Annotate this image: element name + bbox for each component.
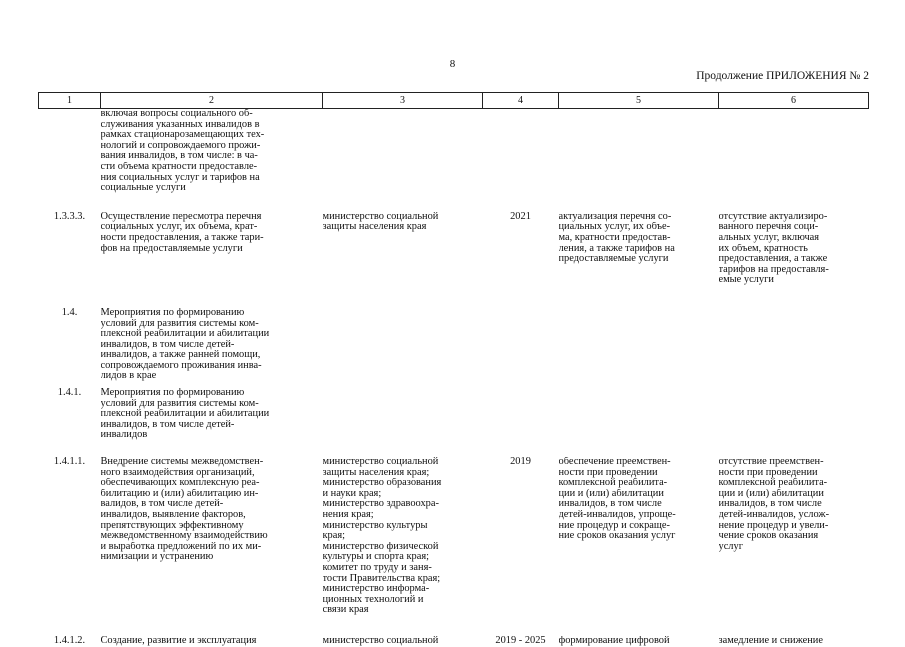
responsible-executor-line: министерство информа- — [322, 584, 430, 595]
measure-description — [101, 616, 323, 647]
row-number: 1.4.1.2. — [53, 634, 86, 646]
measure-description — [101, 286, 323, 382]
non-implementation-consequence — [719, 616, 869, 647]
implementation-period: 2019 - 2025 — [495, 634, 546, 646]
continuation-label: Продолжение ПРИЛОЖЕНИЯ № 2 — [696, 70, 869, 82]
non-implementation-consequence — [719, 109, 869, 194]
implementation-period — [483, 109, 559, 194]
table-body — [39, 109, 869, 647]
implementation-period: 2021 — [510, 210, 531, 222]
non-implementation-consequence-line: предоставления, а также — [718, 254, 828, 265]
non-implementation-consequence-line: их объем, кратность — [718, 243, 808, 254]
non-implementation-consequence-line: детей-инвалидов, услож- — [718, 510, 830, 520]
measure-description-line: социальные услуги — [100, 183, 186, 194]
responsible-executor-line: защиты населения края; — [322, 467, 430, 478]
responsible-executor-line: министерство физической — [322, 541, 439, 552]
expected-result-line: инвалидов, в том числе — [558, 499, 662, 510]
row-number — [39, 109, 101, 194]
responsible-executor-line: министерство здравоохра- — [322, 499, 439, 510]
measure-description-line: плексной реабилитации и абилитации — [100, 329, 270, 340]
measure-description-line: Мероприятия по формированию — [100, 307, 245, 318]
measure-description-line: Мероприятия по формированию — [100, 388, 245, 399]
non-implementation-consequence-line: альных услуг, включая — [718, 232, 820, 243]
column-header-5: 5 — [559, 93, 719, 109]
non-implementation-consequence-line: замедление и снижение — [718, 635, 823, 646]
measures-table — [38, 92, 869, 647]
expected-result-line: формирование цифровой — [558, 635, 670, 646]
non-implementation-consequence-line: ции и (или) абилитации — [718, 488, 824, 499]
page-number: 8 — [449, 58, 456, 70]
non-implementation-consequence-line: тарифов на предоставля- — [718, 264, 829, 275]
responsible-executor-line: ционных технологий и — [322, 594, 424, 605]
responsible-executor-line: министерство социальной — [322, 211, 439, 222]
expected-result-line: обеспечение преемствен- — [558, 457, 671, 468]
non-implementation-consequence-line: ванного перечня соци- — [718, 222, 819, 233]
expected-result-line: циальных услуг, их объе- — [558, 222, 671, 233]
measure-description-line: служивания указанных инвалидов в — [100, 119, 260, 130]
non-implementation-consequence-line: ности при проведении — [718, 467, 818, 478]
expected-result-line: ции и (или) абилитации — [558, 488, 664, 499]
responsible-executor-line: края; — [322, 531, 346, 542]
responsible-executor-line: министерство социальной — [322, 635, 439, 646]
measure-description — [101, 109, 323, 194]
non-implementation-consequence-line: чение сроков оказания — [718, 531, 819, 542]
responsible-executor-line: нения края; — [322, 510, 374, 520]
row-number: 1.4.1.1. — [53, 456, 86, 468]
measure-description — [101, 441, 323, 616]
measure-description-line: инвалидов, в том числе детей- — [100, 419, 235, 430]
non-implementation-consequence — [719, 286, 869, 382]
responsible-executor — [323, 616, 483, 647]
responsible-executor — [323, 382, 483, 441]
expected-result-line: ма, кратности предостав- — [558, 232, 671, 243]
measure-description-line: ния социальных услуг и тарифов на — [100, 172, 260, 183]
expected-result-line: ние сроков оказания услуг — [558, 531, 676, 542]
measure-description-line: инвалидов — [100, 430, 148, 441]
non-implementation-consequence-line: услуг — [718, 541, 743, 552]
table-row — [39, 616, 869, 647]
non-implementation-consequence — [719, 194, 869, 286]
expected-result-line: актуализация перечня со- — [558, 211, 672, 222]
responsible-executor-line: и науки края; — [322, 488, 382, 499]
measure-description-line: фов на предоставляемые услуги — [100, 243, 243, 254]
expected-result — [559, 194, 719, 286]
measure-description-line: сопровождаемого проживания инва- — [100, 360, 262, 371]
non-implementation-consequence-line: нение процедур и увели- — [718, 520, 829, 531]
row-number: 1.4.1. — [57, 387, 82, 399]
column-header-3: 3 — [323, 93, 483, 109]
expected-result-line: ние процедур и сокраще- — [558, 520, 670, 531]
non-implementation-consequence-line: емые услуги — [718, 275, 774, 286]
responsible-executor-line: министерство образования — [322, 478, 442, 489]
measure-description-line: межведомственному взаимодействию — [100, 531, 268, 542]
expected-result-line: предоставляемые услуги — [558, 254, 669, 265]
row-number: 1.4. — [61, 306, 78, 318]
column-header-2: 2 — [101, 93, 323, 109]
responsible-executor-line: защиты населения края — [322, 222, 427, 233]
expected-result — [559, 286, 719, 382]
measure-description-line: Осуществление пересмотра перечня — [100, 211, 262, 222]
responsible-executor — [323, 286, 483, 382]
table-row — [39, 194, 869, 286]
responsible-executor-line: министерство культуры — [322, 520, 428, 531]
implementation-period — [483, 286, 559, 382]
measure-description-line: нимизации и устранению — [100, 552, 214, 563]
measure-description-line: ности предоставления, а также тари- — [100, 232, 264, 243]
measure-description-line: включая вопросы социального об- — [100, 109, 253, 119]
measure-description-line: препятствующих эффективному — [100, 520, 244, 531]
expected-result — [559, 382, 719, 441]
non-implementation-consequence — [719, 441, 869, 616]
expected-result-line: ности при проведении — [558, 467, 658, 478]
non-implementation-consequence-line: инвалидов, в том числе — [718, 499, 822, 510]
row-number: 1.3.3.3. — [53, 210, 86, 222]
non-implementation-consequence-line: отсутствие преемствен- — [718, 457, 824, 468]
table-row — [39, 382, 869, 441]
non-implementation-consequence-line: отсутствие актуализиро- — [718, 211, 828, 222]
measure-description-line: условий для развития системы ком- — [100, 318, 259, 329]
expected-result — [559, 616, 719, 647]
measure-description-line: Внедрение системы межведомствен- — [100, 457, 264, 468]
measure-description-line: вания инвалидов, в том числе: в ча- — [100, 151, 258, 162]
table-row — [39, 109, 869, 194]
responsible-executor — [323, 194, 483, 286]
column-header-6: 6 — [719, 93, 869, 109]
column-header-4: 4 — [483, 93, 559, 109]
table-row — [39, 441, 869, 616]
measure-description-line: лидов в крае — [100, 371, 157, 382]
measure-description-line: инвалидов, а также ранней помощи, — [100, 350, 261, 361]
table-header-row — [39, 93, 869, 109]
measure-description-line: плексной реабилитации и абилитации — [100, 409, 270, 420]
measure-description-line: и выработка предложений по их ми- — [100, 541, 262, 552]
measure-description — [101, 194, 323, 286]
expected-result-line: ления, а также тарифов на — [558, 243, 675, 254]
expected-result — [559, 109, 719, 194]
measure-description-line: сти объема кратности предоставле- — [100, 161, 258, 172]
measure-description — [101, 382, 323, 441]
responsible-executor-line: культуры и спорта края; — [322, 552, 430, 563]
measure-description-line: обеспечивающих комплексную реа- — [100, 478, 260, 489]
non-implementation-consequence-line: комплексной реабилита- — [718, 478, 828, 489]
measure-description-line: валидов, в том числе детей- — [100, 499, 224, 510]
measure-description-line: рамках стационарозамещающих тех- — [100, 130, 265, 141]
measure-description-line: условий для развития системы ком- — [100, 398, 259, 409]
measure-description-line: инвалидов, выявление факторов, — [100, 510, 246, 520]
implementation-period: 2019 — [510, 456, 531, 468]
table-row — [39, 286, 869, 382]
implementation-period — [483, 382, 559, 441]
column-header-1: 1 — [39, 93, 101, 109]
responsible-executor — [323, 441, 483, 616]
responsible-executor-line: комитет по труду и заня- — [322, 562, 432, 573]
measure-description-line: Создание, развитие и эксплуатация — [100, 635, 257, 646]
expected-result — [559, 441, 719, 616]
responsible-executor — [323, 109, 483, 194]
measure-description-line: билитацию и (или) абилитацию ин- — [100, 488, 259, 499]
measure-description-line: ного взаимодействия организаций, — [100, 467, 255, 478]
expected-result-line: детей-инвалидов, упроще- — [558, 510, 676, 520]
measure-description-line: инвалидов, в том числе детей- — [100, 339, 235, 350]
non-implementation-consequence — [719, 382, 869, 441]
responsible-executor-line: связи края — [322, 605, 369, 616]
expected-result-line: комплексной реабилита- — [558, 478, 668, 489]
responsible-executor-line: тости Правительства края; — [322, 573, 441, 584]
measure-description-line: социальных услуг, их объема, крат- — [100, 222, 258, 233]
measure-description-line: нологий и сопровождаемого прожи- — [100, 140, 261, 151]
responsible-executor-line: министерство социальной — [322, 457, 439, 468]
